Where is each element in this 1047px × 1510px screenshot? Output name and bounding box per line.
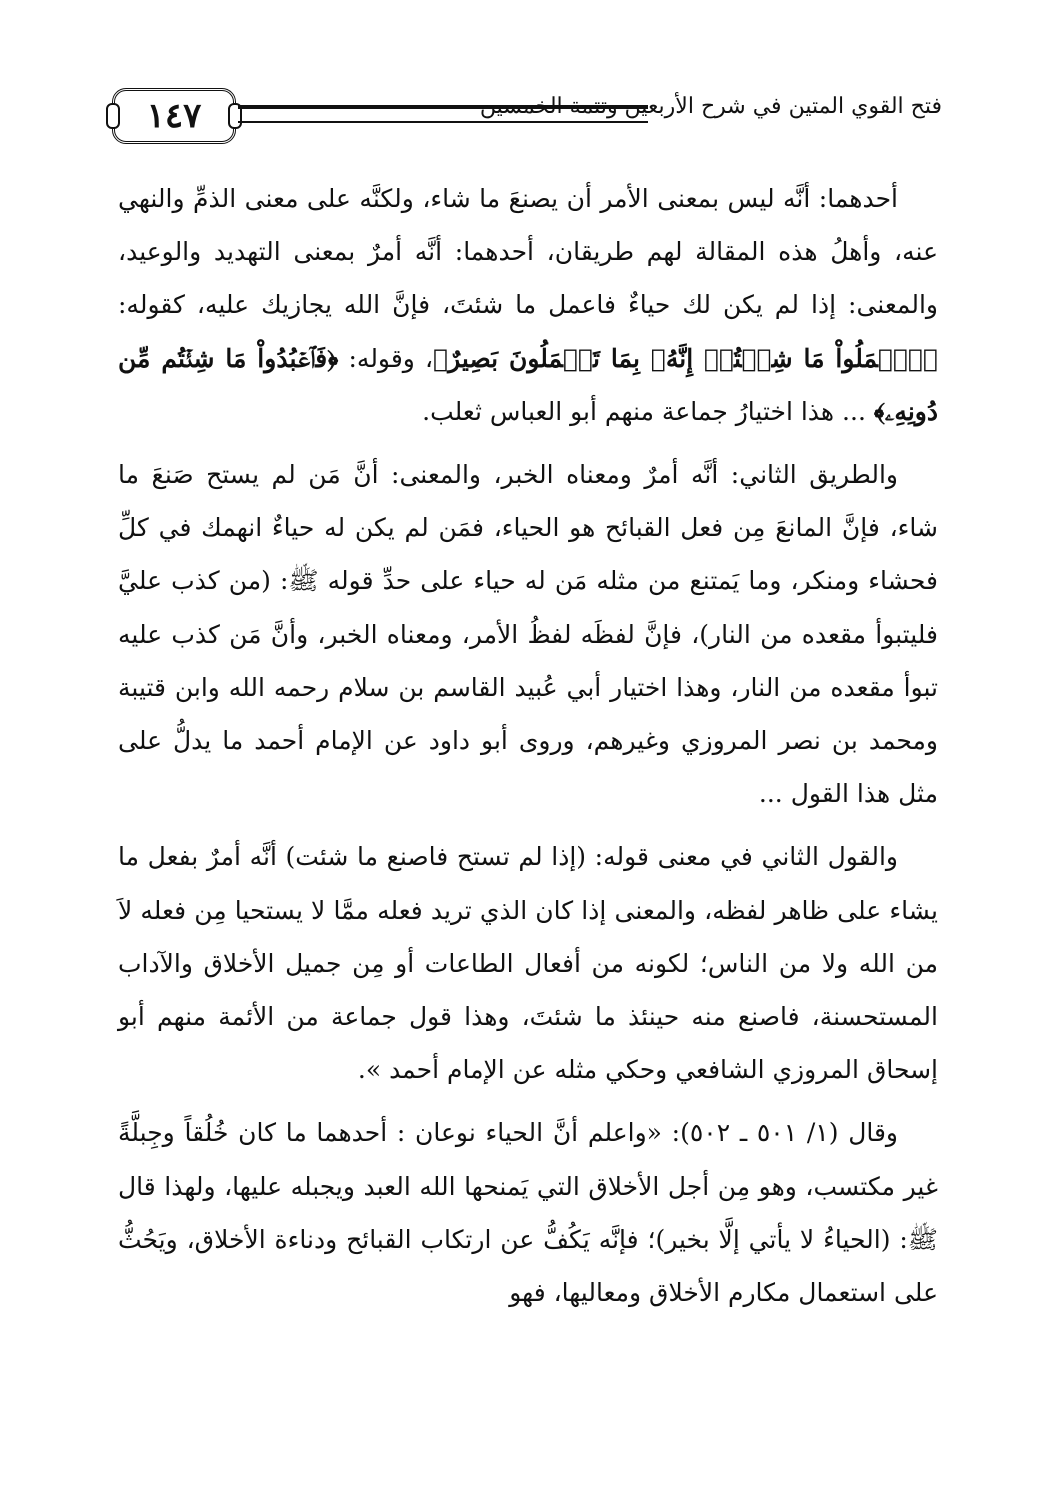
book-title: فتح القوي المتين في شرح الأربعين وتتمة الخمسين bbox=[479, 94, 942, 119]
paragraph-1-text-c: ... هذا اختيارُ جماعة منهم أبو العباس ثعلب. bbox=[422, 396, 874, 426]
page-body bbox=[118, 172, 938, 1319]
page-header bbox=[112, 88, 942, 142]
page-number: ١٤٧ bbox=[112, 88, 236, 144]
paragraph-1-text-b: ، وقوله: bbox=[338, 343, 434, 373]
paragraph-2: والطريق الثاني: أنَّه أمرٌ ومعناه الخبر، والمعنى: أنَّ مَن لم يستح صَنعَ ما شاء، فإنَّ المانعَ مِن فعل القبائح هو الحياء، فمَن لم يكن له حياءٌ انهمك في كلِّ فحشاء ومنكر، وما يَمتنع من مثله مَن له حياء على حدِّ قوله ﷺ: (من كذب عليَّ فليتبوأ مقعده من النار)، فإنَّ لفظَه لفظُ الأمر، ومعناه الخبر، وأنَّ مَن كذب عليه تبوأ مقعده من النار، وهذا اختيار أبي عُبيد القاسم بن سلام رحمه الله وابن قتيبة ومحمد بن نصر المروزي وغيرهم، وروى أبو داود عن الإمام أحمد ما يدلُّ على مثل هذا القول ... bbox=[118, 460, 938, 809]
paragraph-4: وقال (١/ ٥٠١ ـ ٥٠٢): «واعلم أنَّ الحياء نوعان : أحدهما ما كان خُلُقاً وجِبلَّةً غير مكتسب، وهو مِن أجل الأخلاق التي يَمنحها الله العبد ويجبله عليها، ولهذا قال ﷺ: (الحياءُ لا يأتي إلَّا بخير)؛ فإنَّه يَكُفُّ عن ارتكاب القبائح ودناءة الأخلاق، ويَحُثُّ على استعمال مكارم الأخلاق ومعاليها، فهو bbox=[118, 1118, 938, 1308]
paragraph-1-text-a: أحدهما: أنَّه ليس بمعنى الأمر أن يصنعَ ما شاء، ولكنَّه على معنى الذمِّ والنهي عنه، وأهلُ هذه المقالة لهم طريقان، أحدهما: أنَّه أمرٌ بمعنى التهديد والوعيد، والمعنى: إذا لم يكن لك حياءٌ فاعمل ما شئتَ، فإنَّ الله يجازيك عليه، كقوله: bbox=[118, 184, 938, 320]
paragraph-3: والقول الثاني في معنى قوله: (إذا لم تستح فاصنع ما شئت) أنَّه أمرٌ بفعل ما يشاء على ظاهر لفظه، والمعنى إذا كان الذي تريد فعله ممَّا لا يستحيا مِن فعله لاَ من الله ولا من الناس؛ لكونه من أفعال الطاعات أو مِن جميل الأخلاق والآداب المستحسنة، فاصنع منه حينئذ ما شئتَ، وهذا قول جماعة من الأئمة منهم أبو إسحاق المروزي الشافعي وحكي مثله عن الإمام أحمد ». bbox=[118, 842, 938, 1085]
quran-verse-1: ﴿ٱعۡمَلُواْ مَا شِئۡتُمۡ إِنَّهُۥ بِمَا تَعۡمَلُونَ بَصِيرٌ﴾ bbox=[433, 343, 938, 373]
quran-verse-2: ﴿فَٱعۡبُدُواْ مَا شِئۡتُم مِّن دُونِهِۦ﴾ bbox=[118, 343, 938, 426]
paragraph-1 bbox=[118, 172, 938, 438]
